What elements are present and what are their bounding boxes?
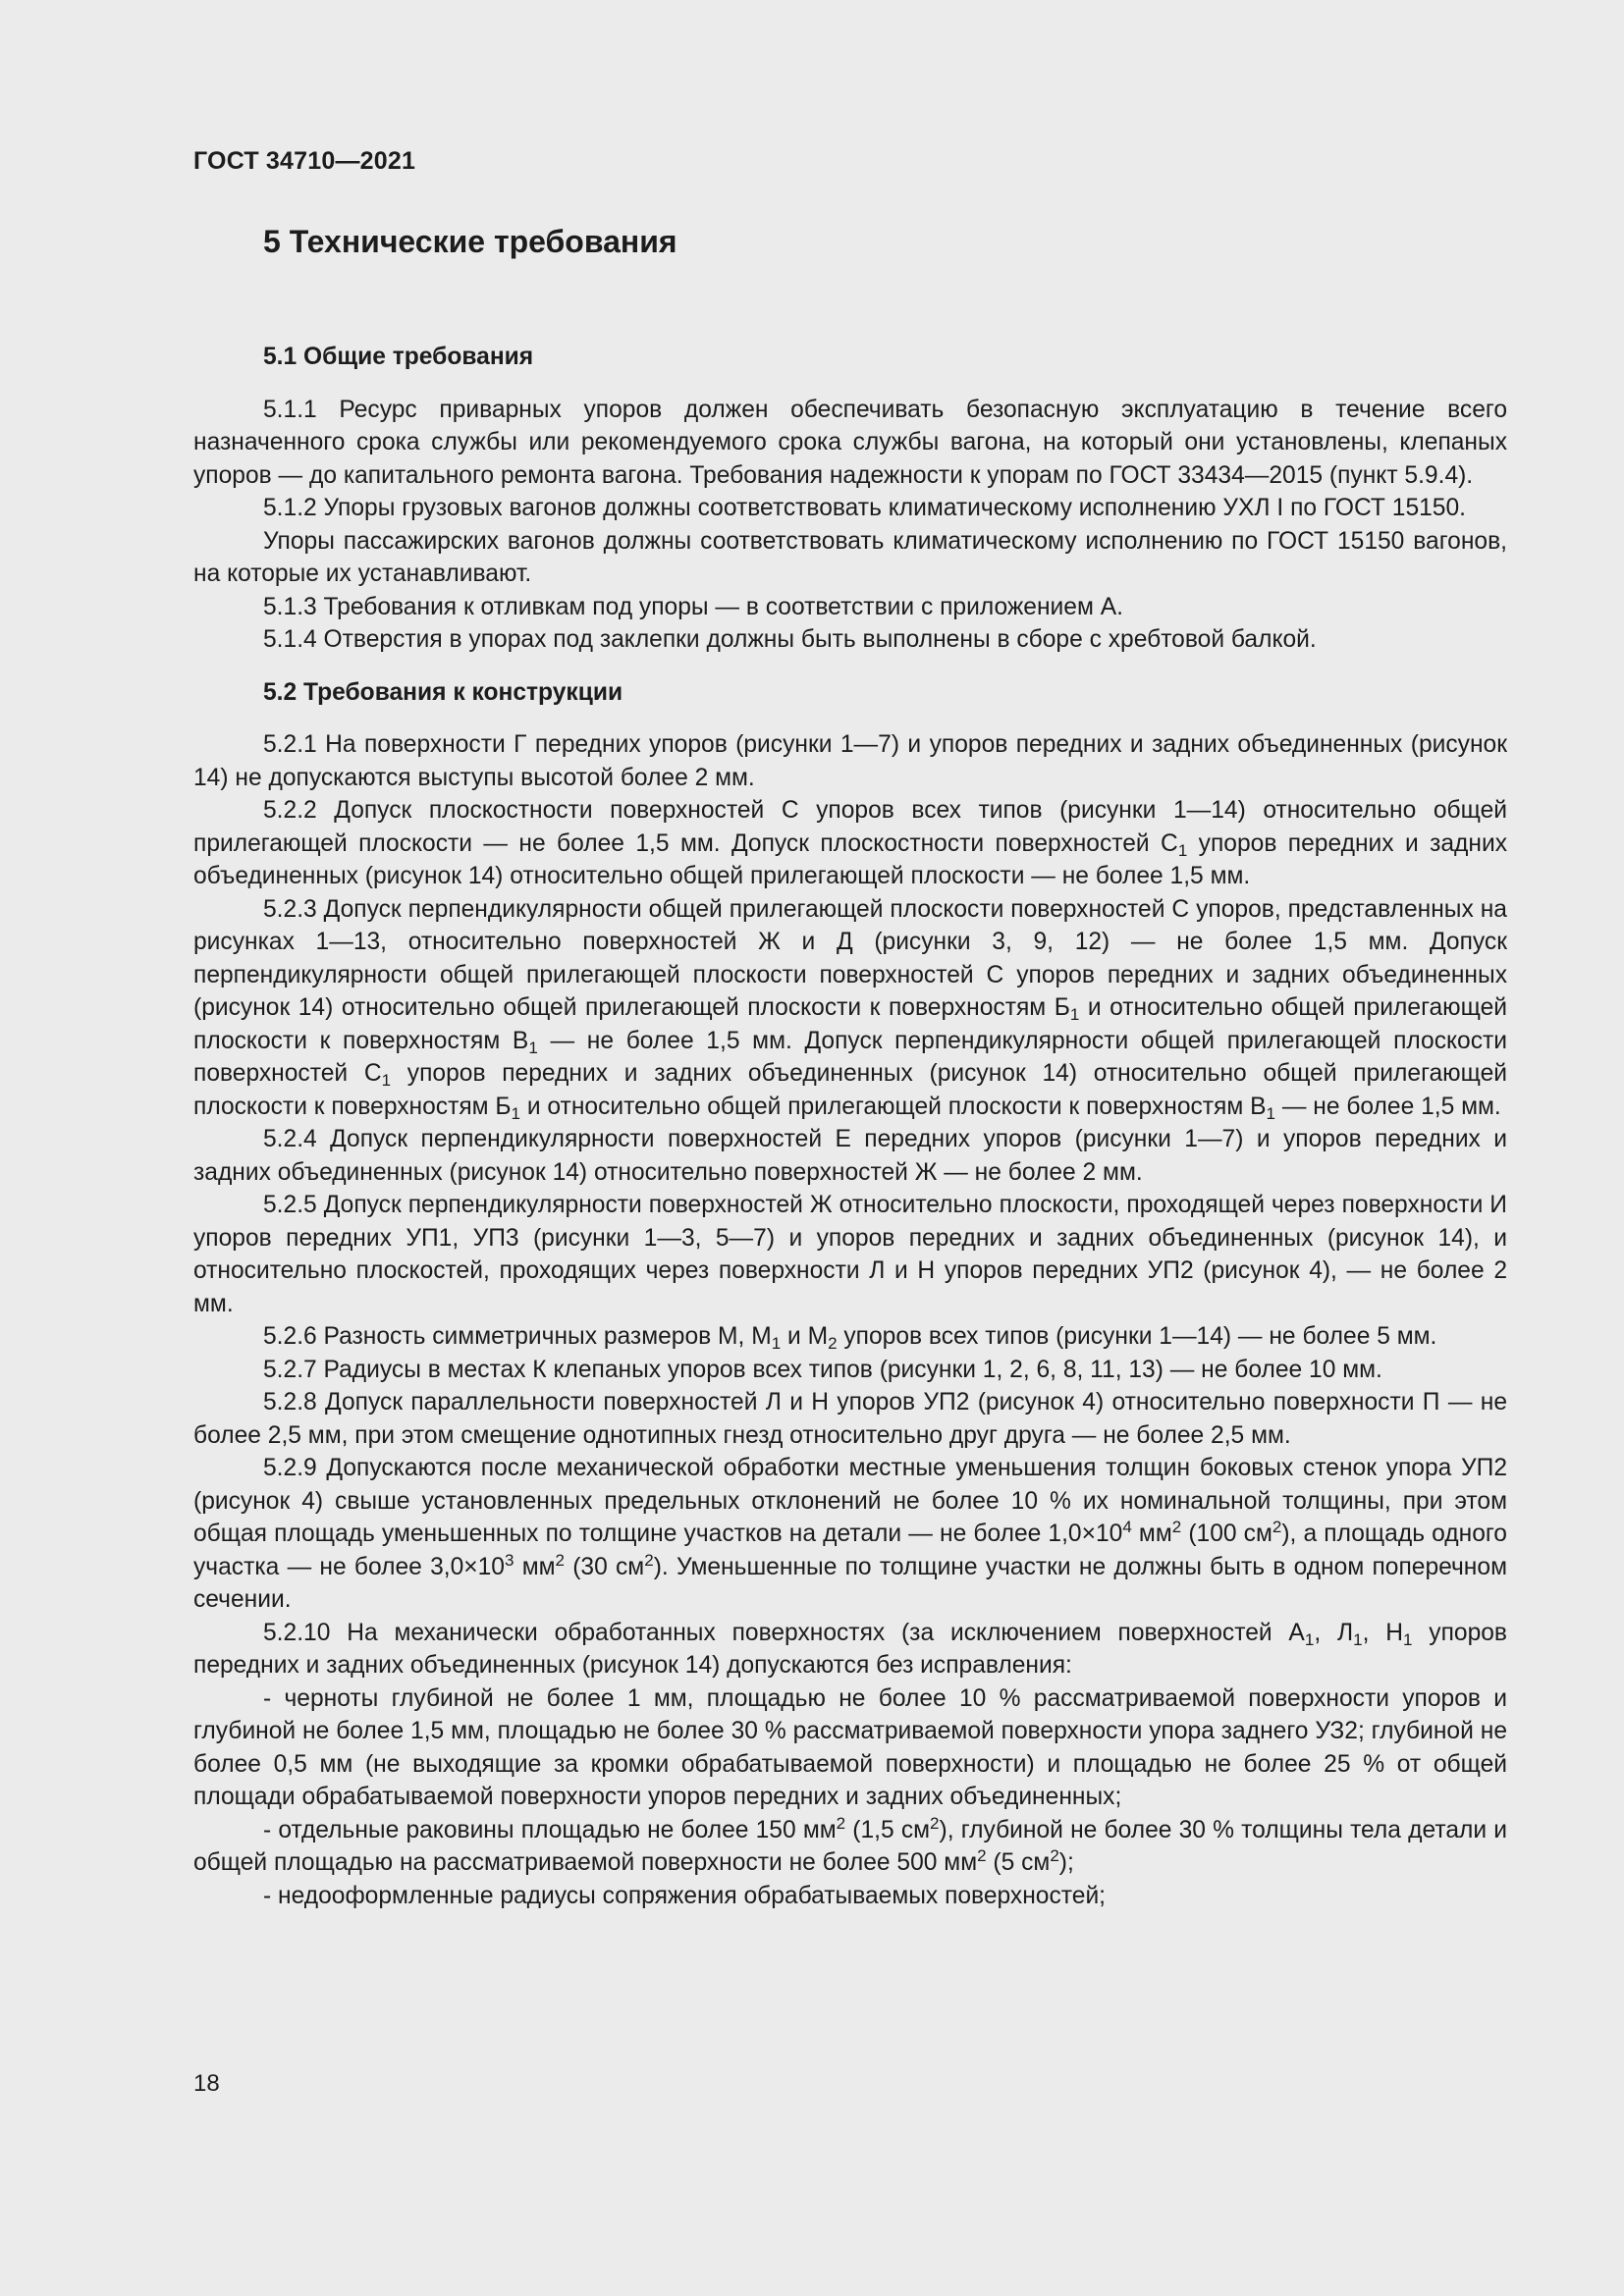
text-run: , Л (1314, 1619, 1354, 1646)
subscript: 1 (1069, 1005, 1080, 1024)
subsection-title-5-2: 5.2 Требования к конструкции (263, 678, 623, 706)
superscript: 2 (836, 1813, 846, 1833)
text-run: упоров передних и задних объединенных (рисунок 14) допускаются без исправления: (193, 1619, 1507, 1679)
text-run: 5.2.2 Допуск плоскостности поверхностей С упоров всех типов (рисунки 1—14) относительно общей прилегающей плоскости — не более 1,5 мм. Допуск плоскостности поверхностей С (193, 797, 1507, 857)
text-run: и относительно общей прилегающей плоскости к поверхностям В (193, 994, 1507, 1054)
paragraph-5-2-3 (193, 893, 1507, 1124)
text-run: 5.2.6 Разность симметричных размеров М, М (263, 1323, 772, 1350)
text-run: упоров передних и задних объединенных (рисунок 14) относительно общей прилегающей плоскости — не более 1,5 мм. (193, 829, 1507, 889)
paragraph-5-2-10 (193, 1617, 1507, 1682)
paragraph-5-2-4: 5.2.4 Допуск перпендикулярности поверхностей Е передних упоров (рисунки 1—7) и упоров передних и задних объединенных (рисунок 14) относительно поверхностей Ж — не более 2 мм. (193, 1126, 1507, 1186)
superscript: 2 (644, 1550, 654, 1570)
subsection-title-5-1: 5.1 Общие требования (263, 344, 534, 370)
paragraph-5-2-1: 5.2.1 На поверхности Г передних упоров (рисунки 1—7) и упоров передних и задних объединенных (рисунок 14) не допускаются выступы высотой более 2 мм. (193, 731, 1507, 791)
text-run: — не более 1,5 мм. (1274, 1093, 1501, 1120)
superscript: 2 (1272, 1518, 1282, 1536)
text-run: (100 см (1181, 1521, 1272, 1547)
subscript: 1 (1177, 840, 1188, 860)
paragraph-5-2-5: 5.2.5 Допуск перпендикулярности поверхностей Ж относительно плоскости, проходящей через поверхности И упоров передних УП1, УП3 (рисунки 1—3, 5—7) и упоров передних и задних объединенных (рисунок 14), и относительно плоскостей, проходящих через поверхности Л и Н упоров передних УП2 (рисунок 4), — не более 2 мм. (193, 1192, 1507, 1317)
paragraph-5-1-3: 5.1.3 Требования к отливкам под упоры — в соответствии с приложением А. (263, 593, 1123, 620)
paragraph-5-2-2 (193, 794, 1507, 893)
text-run: (30 см (564, 1553, 645, 1580)
document-code-header: ГОСТ 34710—2021 (193, 147, 416, 175)
paragraph-5-1-1: 5.1.1 Ресурс приварных упоров должен обеспечивать безопасную эксплуатацию в течение всего назначенного срока службы или рекомендуемого срока службы вагона, на который они установлены, клепаных упоров — до капитального ремонта вагона. Требования надежности к упорам по ГОСТ 33434—2015 (пункт 5.9.4). (193, 396, 1507, 489)
subscript: 1 (1353, 1629, 1363, 1649)
text-run: мм (514, 1553, 556, 1580)
subscript: 1 (511, 1103, 521, 1123)
paragraph-5-1-2: 5.1.2 Упоры грузовых вагонов должны соответствовать климатическому исполнению УХЛ I по ГОСТ 15150. (263, 495, 1466, 521)
paragraph-5-2-8: 5.2.8 Допуск параллельности поверхностей Л и Н упоров УП2 (рисунок 4) относительно поверхности П — не более 2,5 мм, при этом смещение однотипных гнезд относительно друг друга — не более 2,5 мм. (193, 1389, 1507, 1449)
subscript: 2 (828, 1334, 838, 1353)
subscript: 1 (1304, 1629, 1315, 1649)
subscript: 1 (381, 1071, 392, 1090)
subscript: 1 (1266, 1103, 1275, 1123)
paragraph-5-2-7: 5.2.7 Радиусы в местах К клепаных упоров всех типов (рисунки 1, 2, 6, 8, 11, 13) — не более 10 мм. (263, 1356, 1382, 1383)
paragraph-5-2-6 (193, 1320, 1507, 1354)
superscript: 3 (504, 1550, 514, 1570)
text-run: (1,5 см (845, 1816, 931, 1843)
superscript: 4 (1122, 1518, 1132, 1536)
text-run: и относительно общей прилегающей плоскости к поверхностям В (520, 1093, 1267, 1120)
text-run: и М (781, 1323, 829, 1350)
text-run: , Н (1362, 1619, 1403, 1646)
text-run: (5 см (986, 1849, 1051, 1876)
text-run: упоров передних и задних объединенных (рисунок 14) относительно общей прилегающей плоскости к поверхностям Б (193, 1060, 1507, 1120)
paragraph-5-2-9 (193, 1452, 1507, 1617)
text-run: ), глубиной не более 30 % толщины тела детали и общей площадью на рассматриваемой поверхности не более 500 мм (193, 1816, 1507, 1876)
text-run: 5.2.3 Допуск перпендикулярности общей прилегающей плоскости поверхностей С упоров, представленных на рисунках 1—13, относительно поверхностей Ж и Д (рисунки 3, 9, 12) — не более 1,5 мм. Допуск перпендикулярности общей прилегающей плоскости поверхностей С упоров передних и задних объединенных (рисунок 14) относительно общей прилегающей плоскости к поверхностям Б (193, 895, 1507, 1021)
superscript: 2 (1171, 1518, 1182, 1536)
text-run: 5.2.9 Допускаются после механической обработки местные уменьшения толщин боковых стенок упора УП2 (рисунок 4) свыше установленных предельных отклонений не более 10 % их номинальной толщины, при этом общая площадь уменьшенных по толщине участков на детали — не более 1,0×10 (193, 1455, 1507, 1547)
list-item (193, 1814, 1507, 1880)
text-run: ); (1058, 1849, 1074, 1876)
text-run: упоров всех типов (рисунки 1—14) — не более 5 мм. (837, 1323, 1437, 1350)
document-body (193, 341, 1507, 1912)
subscript: 1 (528, 1038, 538, 1057)
paragraph-5-1-2-passenger: Упоры пассажирских вагонов должны соответствовать климатическому исполнению по ГОСТ 15150 вагонов, на которые их устанавливают. (193, 527, 1507, 587)
superscript: 2 (977, 1846, 987, 1865)
superscript: 2 (930, 1813, 940, 1833)
text-run: ), а площадь одного участка — не более 3,0×10 (193, 1521, 1507, 1580)
subscript: 1 (1403, 1629, 1413, 1649)
subscript: 1 (771, 1334, 782, 1353)
list-item: - недооформленные радиусы сопряжения обрабатываемых поверхностей; (263, 1882, 1107, 1909)
page-number: 18 (193, 2070, 220, 2097)
paragraph-5-1-4: 5.1.4 Отверстия в упорах под заклепки должны быть выполнены в сборе с хребтовой балкой. (263, 626, 1317, 653)
section-title: 5 Технические требования (263, 224, 677, 259)
superscript: 2 (555, 1550, 565, 1570)
text-run: 5.2.10 На механически обработанных поверхностях (за исключением поверхностей А (263, 1619, 1305, 1646)
superscript: 2 (1050, 1846, 1059, 1865)
text-run: — не более 1,5 мм. Допуск перпендикулярности общей прилегающей плоскости поверхностей С (193, 1027, 1507, 1087)
text-run: - отдельные раковины площадью не более 150 мм (263, 1816, 837, 1843)
list-item: - черноты глубиной не более 1 мм, площадью не более 10 % рассматриваемой поверхности упоров и глубиной не более 1,5 мм, площадью не более 30 % рассматриваемой поверхности упора заднего УЗ2; глубиной не более 0,5 мм (не выходящие за кромки обрабатываемой поверхности) и площадью не более 25 % от общей площади обрабатываемой поверхности упоров передних и задних объединенных; (193, 1684, 1507, 1810)
text-run: мм (1131, 1521, 1172, 1547)
text-run: ). Уменьшенные по толщине участки не должны быть в одном поперечном сечении. (193, 1553, 1507, 1613)
